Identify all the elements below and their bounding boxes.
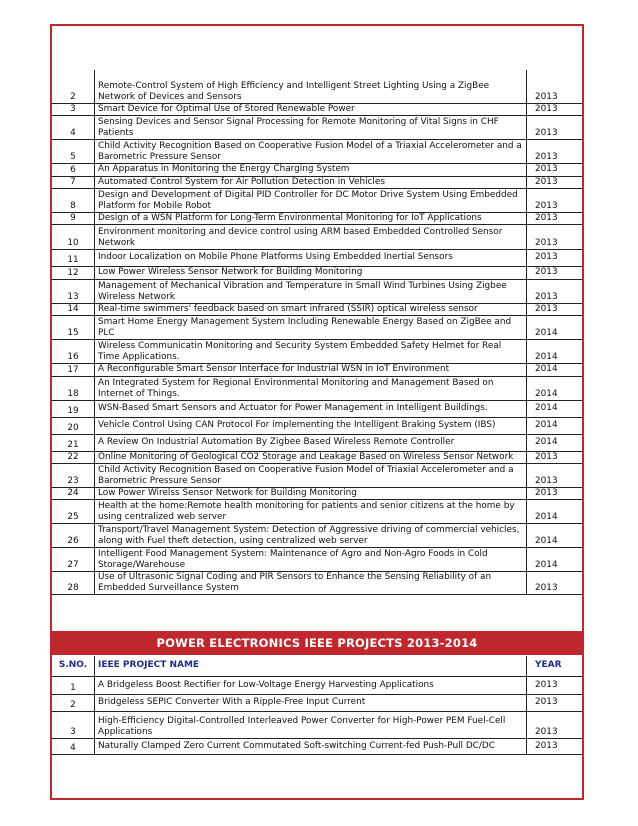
row-sno: 20 bbox=[51, 417, 95, 434]
table-row bbox=[51, 417, 583, 434]
table-row bbox=[51, 115, 583, 139]
table-row bbox=[51, 139, 583, 163]
table-row bbox=[51, 176, 583, 188]
header-sno: S.NO. bbox=[51, 656, 95, 676]
row-name: Bridgeless SEPIC Converter With a Ripple-Free Input Current bbox=[95, 694, 527, 711]
row-name: A Reconfigurable Smart Sensor Interface for Industrial WSN in IoT Environment bbox=[95, 363, 527, 376]
table-row bbox=[51, 694, 583, 711]
row-name: Child Activity Recognition Based on Cooperative Fusion Model of a Triaxial Accelerometer and a Barometric Pressure Sensor bbox=[95, 139, 527, 163]
section-banner: POWER ELECTRONICS IEEE PROJECTS 2013-2014 bbox=[50, 631, 584, 655]
row-year: 2014 bbox=[527, 315, 584, 339]
table-row bbox=[51, 499, 583, 523]
embedded-projects-table bbox=[50, 70, 584, 595]
row-sno: 6 bbox=[51, 163, 95, 176]
row-year: 2013 bbox=[527, 571, 584, 594]
row-sno: 12 bbox=[51, 266, 95, 279]
row-year: 2013 bbox=[527, 115, 584, 139]
table-header-row bbox=[51, 656, 583, 676]
table-row bbox=[51, 70, 583, 103]
table-row bbox=[51, 224, 583, 249]
row-sno: 22 bbox=[51, 451, 95, 463]
row-name: Transport/Travel Management System: Detection of Aggressive driving of commercial vehicles, along with Fuel theft detection, using centralized web server bbox=[95, 523, 527, 547]
row-sno: 26 bbox=[51, 523, 95, 547]
table-row bbox=[51, 547, 583, 571]
row-sno: 2 bbox=[51, 694, 95, 711]
row-year: 2014 bbox=[527, 547, 584, 571]
row-year: 2013 bbox=[527, 188, 584, 212]
row-sno: 27 bbox=[51, 547, 95, 571]
table-row bbox=[51, 523, 583, 547]
row-sno: 23 bbox=[51, 463, 95, 487]
row-name: Wireless Communicatin Monitoring and Security System Embedded Safety Helmet for Real Time Applications. bbox=[95, 339, 527, 363]
row-name: Online Monitoring of Geological CO2 Storage and Leakage Based on Wireless Sensor Network bbox=[95, 451, 527, 463]
header-year: YEAR bbox=[527, 656, 584, 676]
row-name: An Integrated System for Regional Environmental Monitoring and Management Based on Internet of Things. bbox=[95, 376, 527, 400]
row-name: Naturally Clamped Zero Current Commutated Soft-switching Current-fed Push-Pull DC/DC bbox=[95, 738, 527, 754]
table-row bbox=[51, 249, 583, 266]
row-sno: 9 bbox=[51, 212, 95, 224]
table-row bbox=[51, 400, 583, 417]
row-name: High-Efficiency Digital-Controlled Interleaved Power Converter for High-Power PEM Fuel-Cell Applications bbox=[95, 711, 527, 738]
row-year: 2013 bbox=[527, 738, 584, 754]
row-sno: 8 bbox=[51, 188, 95, 212]
row-name: Design and Development of Digital PID Controller for DC Motor Drive System Using Embedded Platform for Mobile Robot bbox=[95, 188, 527, 212]
row-sno: 3 bbox=[51, 103, 95, 115]
row-sno: 10 bbox=[51, 224, 95, 249]
row-year: 2013 bbox=[527, 103, 584, 115]
table-row bbox=[51, 315, 583, 339]
row-name: Smart Home Energy Management System Including Renewable Energy Based on ZigBee and PLC bbox=[95, 315, 527, 339]
row-year: 2013 bbox=[527, 463, 584, 487]
row-year: 2013 bbox=[527, 279, 584, 303]
table-row bbox=[51, 487, 583, 499]
table-row bbox=[51, 434, 583, 451]
row-year: 2013 bbox=[527, 70, 584, 103]
row-sno: 16 bbox=[51, 339, 95, 363]
table-row bbox=[51, 163, 583, 176]
row-name: Automated Control System for Air Pollution Detection in Vehicles bbox=[95, 176, 527, 188]
table-row bbox=[51, 339, 583, 363]
row-year: 2013 bbox=[527, 212, 584, 224]
row-name: Design of a WSN Platform for Long-Term Environmental Monitoring for IoT Applications bbox=[95, 212, 527, 224]
row-name: Management of Mechanical Vibration and Temperature in Small Wind Turbines Using Zigbee Wireless Network bbox=[95, 279, 527, 303]
row-sno: 13 bbox=[51, 279, 95, 303]
row-year: 2014 bbox=[527, 523, 584, 547]
table-row bbox=[51, 571, 583, 594]
row-sno: 15 bbox=[51, 315, 95, 339]
table-row bbox=[51, 212, 583, 224]
row-year: 2013 bbox=[527, 266, 584, 279]
row-name: A Bridgeless Boost Rectifier for Low-Voltage Energy Harvesting Applications bbox=[95, 676, 527, 694]
row-sno: 5 bbox=[51, 139, 95, 163]
row-year: 2013 bbox=[527, 694, 584, 711]
table-row bbox=[51, 676, 583, 694]
row-name: Remote-Control System of High Efficiency and Intelligent Street Lighting Using a ZigBee Network of Devices and Sensors bbox=[95, 70, 527, 103]
table-row bbox=[51, 188, 583, 212]
row-name: Sensing Devices and Sensor Signal Processing for Remote Monitoring of Vital Signs in CHF Patients bbox=[95, 115, 527, 139]
row-sno: 4 bbox=[51, 115, 95, 139]
header-name: IEEE PROJECT NAME bbox=[95, 656, 527, 676]
row-name: Real-time swimmers' feedback based on smart infrared (SSIR) optical wireless sensor bbox=[95, 303, 527, 315]
table-row bbox=[51, 376, 583, 400]
row-year: 2013 bbox=[527, 163, 584, 176]
row-year: 2013 bbox=[527, 676, 584, 694]
row-year: 2014 bbox=[527, 417, 584, 434]
row-sno: 11 bbox=[51, 249, 95, 266]
row-sno: 3 bbox=[51, 711, 95, 738]
table-row bbox=[51, 738, 583, 754]
row-name: Intelligent Food Management System: Maintenance of Agro and Non-Agro Foods in Cold Storage/Warehouse bbox=[95, 547, 527, 571]
row-sno: 2 bbox=[51, 70, 95, 103]
row-name: Health at the home:Remote health monitoring for patients and senior citizens at the home by using centralized web server bbox=[95, 499, 527, 523]
table-row bbox=[51, 103, 583, 115]
row-year: 2013 bbox=[527, 451, 584, 463]
row-name: An Apparatus in Monitoring the Energy Charging System bbox=[95, 163, 527, 176]
row-name: Smart Device for Optimal Use of Stored Renewable Power bbox=[95, 103, 527, 115]
row-year: 2013 bbox=[527, 303, 584, 315]
row-year: 2013 bbox=[527, 711, 584, 738]
row-year: 2014 bbox=[527, 376, 584, 400]
row-name: Environment monitoring and device control using ARM based Embedded Controlled Sensor Network bbox=[95, 224, 527, 249]
row-name: Child Activity Recognition Based on Cooperative Fusion Model of Triaxial Accelerometer and a Barometric Pressure Sensor bbox=[95, 463, 527, 487]
row-sno: 14 bbox=[51, 303, 95, 315]
row-sno: 24 bbox=[51, 487, 95, 499]
table-row bbox=[51, 266, 583, 279]
row-sno: 4 bbox=[51, 738, 95, 754]
table-row bbox=[51, 303, 583, 315]
row-year: 2014 bbox=[527, 499, 584, 523]
table-row bbox=[51, 363, 583, 376]
row-year: 2013 bbox=[527, 249, 584, 266]
row-year: 2014 bbox=[527, 339, 584, 363]
row-sno: 17 bbox=[51, 363, 95, 376]
row-year: 2013 bbox=[527, 139, 584, 163]
table-row bbox=[51, 463, 583, 487]
row-name: WSN-Based Smart Sensors and Actuator for Power Management in Intelligent Buildings. bbox=[95, 400, 527, 417]
row-sno: 28 bbox=[51, 571, 95, 594]
row-name: Indoor Localization on Mobile Phone Platforms Using Embedded Inertial Sensors bbox=[95, 249, 527, 266]
row-name: A Review On Industrial Automation By Zigbee Based Wireless Remote Controller bbox=[95, 434, 527, 451]
row-year: 2013 bbox=[527, 224, 584, 249]
row-sno: 18 bbox=[51, 376, 95, 400]
row-sno: 25 bbox=[51, 499, 95, 523]
table-row bbox=[51, 279, 583, 303]
row-sno: 1 bbox=[51, 676, 95, 694]
row-year: 2013 bbox=[527, 487, 584, 499]
row-year: 2014 bbox=[527, 363, 584, 376]
row-name: Low Power Wirelss Sensor Network for Building Monitoring bbox=[95, 487, 527, 499]
table-row bbox=[51, 711, 583, 738]
row-year: 2013 bbox=[527, 176, 584, 188]
row-name: Vehicle Control Using CAN Protocol For implementing the Intelligent Braking System (IBS) bbox=[95, 417, 527, 434]
row-name: Low Power Wireless Sensor Network for Building Monitoring bbox=[95, 266, 527, 279]
table-row bbox=[51, 451, 583, 463]
row-year: 2014 bbox=[527, 400, 584, 417]
row-year: 2014 bbox=[527, 434, 584, 451]
power-projects-table bbox=[50, 656, 584, 755]
row-sno: 7 bbox=[51, 176, 95, 188]
row-name: Use of Ultrasonic Signal Coding and PIR Sensors to Enhance the Sensing Reliability of an Embedded Surveillance System bbox=[95, 571, 527, 594]
row-sno: 19 bbox=[51, 400, 95, 417]
row-sno: 21 bbox=[51, 434, 95, 451]
